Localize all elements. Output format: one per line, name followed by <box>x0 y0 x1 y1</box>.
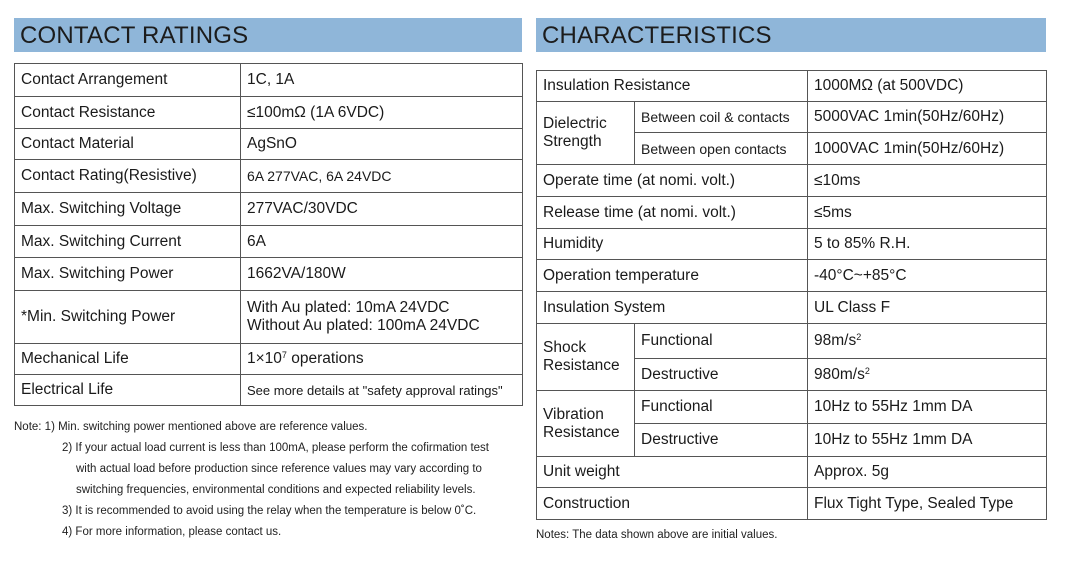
value-base: 980m/s <box>814 365 865 383</box>
table-row <box>15 344 523 375</box>
row-label: Operate time (at nomi. volt.) <box>537 165 808 197</box>
row-label: Max. Switching Voltage <box>15 193 241 226</box>
row-sublabel: Between coil & contacts <box>635 102 808 133</box>
row-value: 6A <box>241 226 523 258</box>
row-label: Release time (at nomi. volt.) <box>537 197 808 229</box>
table-row <box>537 488 1047 520</box>
table-row <box>15 193 523 226</box>
row-value: Flux Tight Type, Sealed Type <box>808 488 1047 520</box>
row-sublabel: Functional <box>635 324 808 359</box>
table-row <box>537 197 1047 229</box>
row-value: ≤10ms <box>808 165 1047 197</box>
row-label: Humidity <box>537 229 808 260</box>
row-label <box>537 391 635 457</box>
value-base: 1×10 <box>247 350 282 367</box>
row-sublabel: Destructive <box>635 359 808 391</box>
row-value: 277VAC/30VDC <box>241 193 523 226</box>
row-value: 5000VAC 1min(50Hz/60Hz) <box>808 102 1047 133</box>
row-label: Contact Resistance <box>15 97 241 129</box>
row-label: Electrical Life <box>15 375 241 406</box>
row-value: 5 to 85% R.H. <box>808 229 1047 260</box>
row-sublabel: Between open contacts <box>635 133 808 165</box>
row-value: 1000MΩ (at 500VDC) <box>808 71 1047 102</box>
label-line: Resistance <box>543 423 620 441</box>
characteristics-note <box>536 525 1046 546</box>
table-row <box>537 324 1047 359</box>
row-label: Contact Material <box>15 129 241 160</box>
table-row <box>15 129 523 160</box>
row-label: Contact Rating(Resistive) <box>15 160 241 193</box>
characteristics-table <box>536 70 1047 520</box>
row-sublabel: Functional <box>635 391 808 424</box>
table-row <box>537 229 1047 260</box>
label-line: Resistance <box>543 357 620 374</box>
row-value: Approx. 5g <box>808 457 1047 488</box>
row-value-line: Without Au plated: 100mA 24VDC <box>247 317 480 334</box>
note-line: 3) It is recommended to avoid using the relay when the temperature is below 0˚C. <box>62 505 477 517</box>
value-base: 98m/s <box>814 332 857 349</box>
row-label <box>537 324 635 391</box>
row-value: 1000VAC 1min(50Hz/60Hz) <box>808 133 1047 165</box>
table-row <box>537 292 1047 324</box>
row-value: See more details at "safety approval ratings" <box>241 375 523 406</box>
note-line: switching frequencies, environmental conditions and expected reliability levels. <box>76 484 476 496</box>
row-label: Mechanical Life <box>15 344 241 375</box>
row-label: Max. Switching Power <box>15 258 241 291</box>
contact-ratings-table <box>14 63 523 406</box>
contact-ratings-header: CONTACT RATINGS <box>14 18 522 52</box>
table-row <box>537 71 1047 102</box>
row-value <box>241 344 523 375</box>
row-value: 10Hz to 55Hz 1mm DA <box>808 424 1047 457</box>
row-value: ≤100mΩ (1A 6VDC) <box>241 97 523 129</box>
row-label: Max. Switching Current <box>15 226 241 258</box>
table-row <box>537 457 1047 488</box>
label-line: Vibration <box>543 405 604 423</box>
table-row <box>15 291 523 344</box>
row-label: Insulation Resistance <box>537 71 808 102</box>
row-value <box>808 359 1047 391</box>
row-value: ≤5ms <box>808 197 1047 229</box>
table-row <box>537 260 1047 292</box>
table-row <box>537 165 1047 197</box>
table-row <box>15 226 523 258</box>
row-label: Insulation System <box>537 292 808 324</box>
row-value: 6A 277VAC, 6A 24VDC <box>241 160 523 193</box>
table-row <box>15 97 523 129</box>
label-line: Dielectric <box>543 115 607 132</box>
row-sublabel: Destructive <box>635 424 808 457</box>
row-value: 10Hz to 55Hz 1mm DA <box>808 391 1047 424</box>
note-line: with actual load before production since reference values may vary according to <box>76 463 482 475</box>
note-line: Note: 1) Min. switching power mentioned above are reference values. <box>14 421 368 433</box>
value-exponent: 7 <box>281 350 287 360</box>
characteristics-header: CHARACTERISTICS <box>536 18 1046 52</box>
table-row <box>15 375 523 406</box>
row-value <box>808 324 1047 359</box>
row-label <box>537 102 635 165</box>
row-value: AgSnO <box>241 129 523 160</box>
row-label: Operation temperature <box>537 260 808 292</box>
table-row <box>537 391 1047 424</box>
row-label: Unit weight <box>537 457 808 488</box>
note-line: Notes: The data shown above are initial values. <box>536 529 778 541</box>
row-value: 1662VA/180W <box>241 258 523 291</box>
note-line: 4) For more information, please contact us. <box>62 526 282 538</box>
label-line: Strength <box>543 133 602 150</box>
row-label: Contact Arrangement <box>15 64 241 97</box>
value-rest: operations <box>286 350 364 367</box>
row-value: 1C, 1A <box>241 64 523 97</box>
contact-notes <box>14 417 524 543</box>
value-exponent: 2 <box>856 332 862 342</box>
row-label: *Min. Switching Power <box>15 291 241 344</box>
note-line: 2) If your actual load current is less than 100mA, please perform the cofirmation test <box>62 442 489 454</box>
row-label: Construction <box>537 488 808 520</box>
table-row <box>537 102 1047 133</box>
label-line: Shock <box>543 339 587 356</box>
row-value: UL Class F <box>808 292 1047 324</box>
row-value-line: With Au plated: 10mA 24VDC <box>247 299 450 316</box>
value-exponent: 2 <box>864 365 870 376</box>
table-row <box>15 64 523 97</box>
table-row <box>15 258 523 291</box>
row-value <box>241 291 523 344</box>
row-value: -40°C~+85°C <box>808 260 1047 292</box>
table-row <box>15 160 523 193</box>
